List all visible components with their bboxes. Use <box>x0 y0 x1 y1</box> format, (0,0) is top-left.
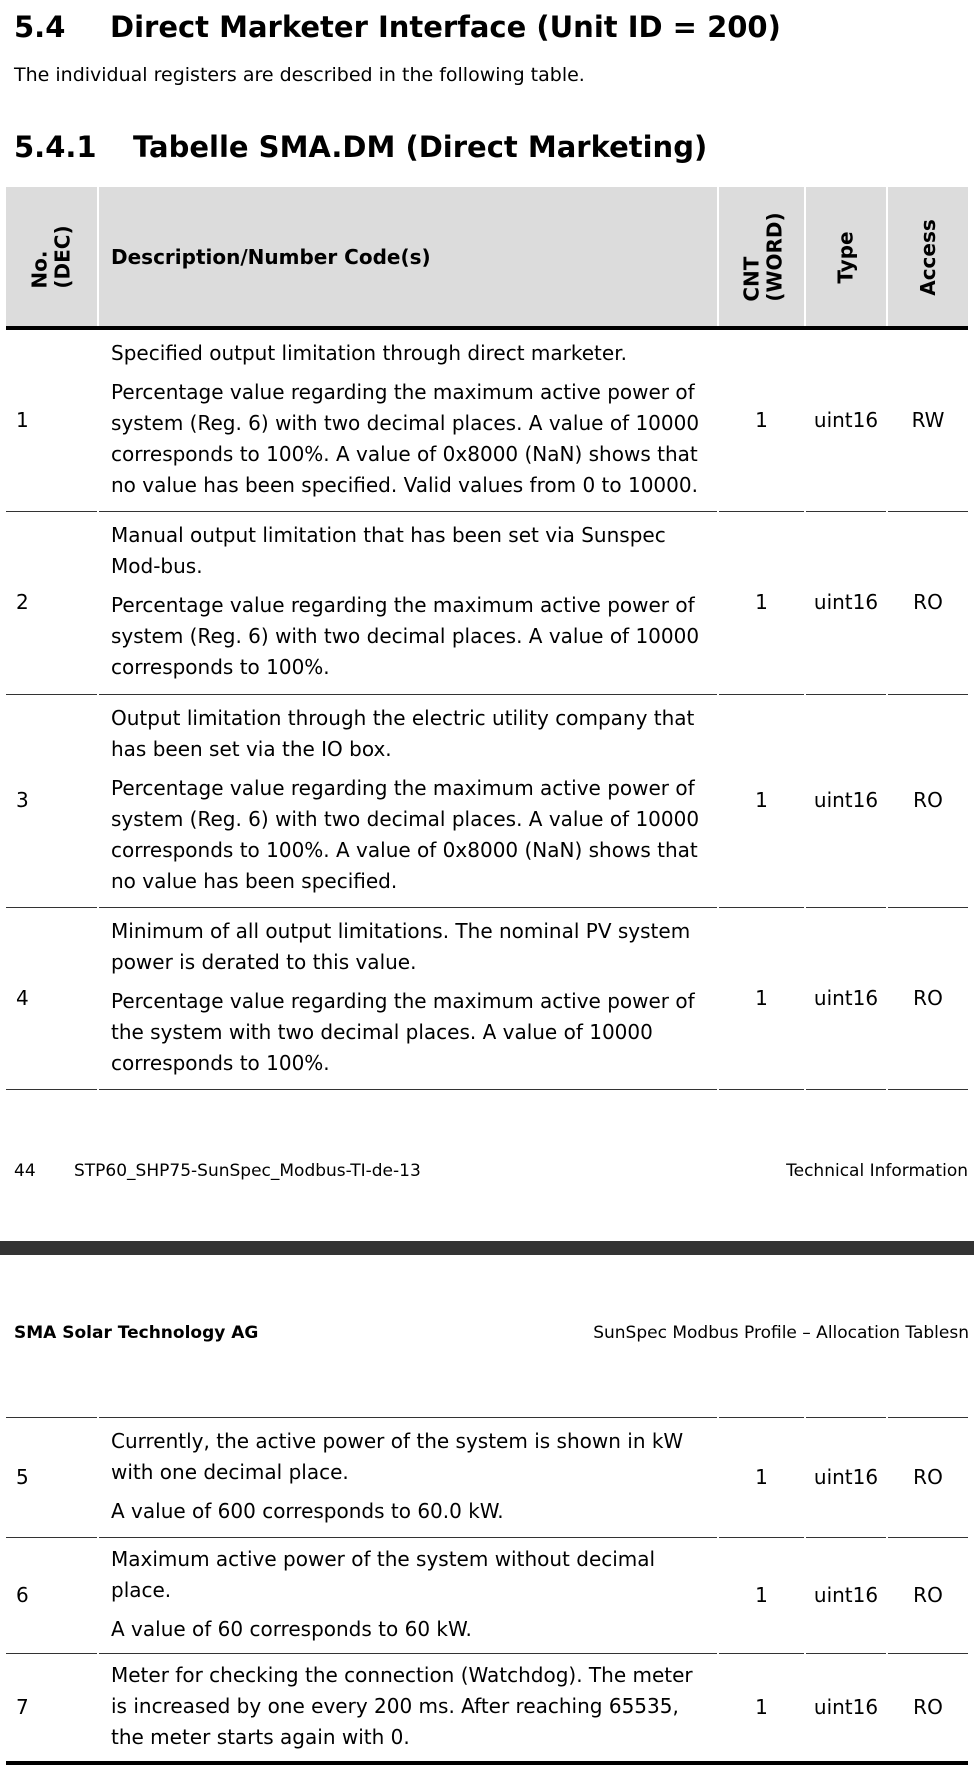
cell-cnt: 1 <box>718 511 805 694</box>
intro-text: The individual registers are described in the following table. <box>14 64 585 86</box>
cell-access: RO <box>887 1538 968 1654</box>
cell-description <box>98 907 718 1089</box>
desc-text: Currently, the active power of the system is shown in kW with one decimal place. <box>111 1429 684 1484</box>
cell-no: 4 <box>16 985 29 1010</box>
desc-text: Specified output limitation through direct marketer. <box>111 340 627 365</box>
cell-cnt: 1 <box>718 1654 805 1764</box>
subsection-title: Tabelle SMA.DM (Direct Marketing) <box>133 130 708 164</box>
desc-text: Manual output limitation that has been set via Sunspec Mod-bus. <box>111 523 666 578</box>
cell-access: RO <box>887 1654 968 1764</box>
header-access-label: Access <box>915 218 940 296</box>
chapter-title: SunSpec Modbus Profile – Allocation Tablesn <box>593 1323 969 1343</box>
cell-access: RW <box>887 328 968 511</box>
table-header-row <box>6 187 968 328</box>
subsection-number: 5.4.1 <box>14 130 97 164</box>
cell-description <box>98 1538 718 1654</box>
table-row <box>6 328 968 511</box>
register-table <box>6 187 968 1090</box>
table-row <box>6 1538 968 1654</box>
cell-cnt: 1 <box>718 1418 805 1538</box>
cell-cnt: 1 <box>718 328 805 511</box>
cell-access: RO <box>887 511 968 694</box>
desc-detail: A value of 600 corresponds to 60.0 kW. <box>111 1499 504 1523</box>
cell-type: uint16 <box>805 1538 887 1654</box>
cell-description <box>98 511 718 694</box>
cell-access: RO <box>887 1418 968 1538</box>
document-type: Technical Information <box>786 1161 968 1181</box>
cell-type: uint16 <box>805 328 887 511</box>
section-title: Direct Marketer Interface (Unit ID = 200) <box>110 10 781 44</box>
cell-access: RO <box>887 907 968 1089</box>
cell-no: 6 <box>16 1583 29 1607</box>
header-cnt-line2: (WORD) <box>762 211 787 302</box>
section-number: 5.4 <box>14 10 66 44</box>
cell-no: 2 <box>16 590 29 614</box>
cell-description <box>98 328 718 511</box>
desc-text: Minimum of all output limitations. The nominal PV system power is derated to this value. <box>111 918 691 974</box>
cell-cnt: 1 <box>718 694 805 907</box>
cell-type: uint16 <box>805 1418 887 1538</box>
desc-detail: Percentage value regarding the maximum active power of system (Reg. 6) with two decimal places. A value of 10000 corresponds to 100%. <box>111 593 700 679</box>
register-table-continued <box>6 1417 968 1765</box>
desc-text: Output limitation through the electric utility company that has been set via the IO box. <box>111 705 695 761</box>
cell-type: uint16 <box>805 1654 887 1764</box>
header-no-line1: No. <box>27 250 52 289</box>
table-row <box>6 1418 968 1538</box>
table-row <box>6 511 968 694</box>
cell-no: 3 <box>16 788 29 812</box>
table-row <box>6 694 968 907</box>
header-cnt-line1: CNT <box>739 256 764 302</box>
cell-cnt: 1 <box>718 907 805 1089</box>
header-description: Description/Number Code(s) <box>98 187 718 328</box>
cell-cnt: 1 <box>718 1538 805 1654</box>
cell-type: uint16 <box>805 907 887 1089</box>
section-heading <box>14 10 781 44</box>
desc-detail: Percentage value regarding the maximum active power of the system with two decimal places. A value of 10000 corresponds to 100%. <box>111 988 695 1075</box>
cell-type: uint16 <box>805 511 887 694</box>
cell-type: uint16 <box>805 694 887 907</box>
cell-no: 7 <box>16 1695 29 1719</box>
table-row <box>6 1654 968 1764</box>
desc-text: Meter for checking the connection (Watchdog). The meter is increased by one every 200 ms. After reaching 65535, the meter starts again with 0. <box>111 1663 693 1749</box>
header-cnt <box>718 187 805 328</box>
desc-detail: Percentage value regarding the maximum active power of system (Reg. 6) with two decimal places. A value of 10000 corresponds to 100%. A value of 0x8000 (NaN) shows that no value has been specified. Valid values from 0 to 10000. <box>111 379 700 497</box>
header-no-line2: (DEC) <box>50 224 75 289</box>
cell-access: RO <box>887 694 968 907</box>
header-type <box>805 187 887 328</box>
header-no <box>6 187 98 328</box>
cell-no: 1 <box>16 407 29 432</box>
document-id: STP60_SHP75-SunSpec_Modbus-TI-de-13 <box>74 1161 421 1181</box>
company-name: SMA Solar Technology AG <box>14 1323 259 1343</box>
desc-detail: A value of 60 corresponds to 60 kW. <box>111 1617 472 1641</box>
subsection-heading <box>14 130 707 164</box>
desc-text: Maximum active power of the system without decimal place. <box>111 1547 656 1602</box>
desc-detail: Percentage value regarding the maximum active power of system (Reg. 6) with two decimal places. A value of 10000 corresponds to 100%. A value of 0x8000 (NaN) shows that no value has been specified. <box>111 775 700 893</box>
cell-description <box>98 694 718 907</box>
table-row <box>6 907 968 1089</box>
header-access <box>887 187 968 328</box>
page-separator <box>0 1241 974 1255</box>
cell-description <box>98 1418 718 1538</box>
header-type-label: Type <box>833 230 858 284</box>
cell-description <box>98 1654 718 1764</box>
page-number: 44 <box>14 1161 36 1181</box>
cell-no: 5 <box>16 1465 29 1489</box>
